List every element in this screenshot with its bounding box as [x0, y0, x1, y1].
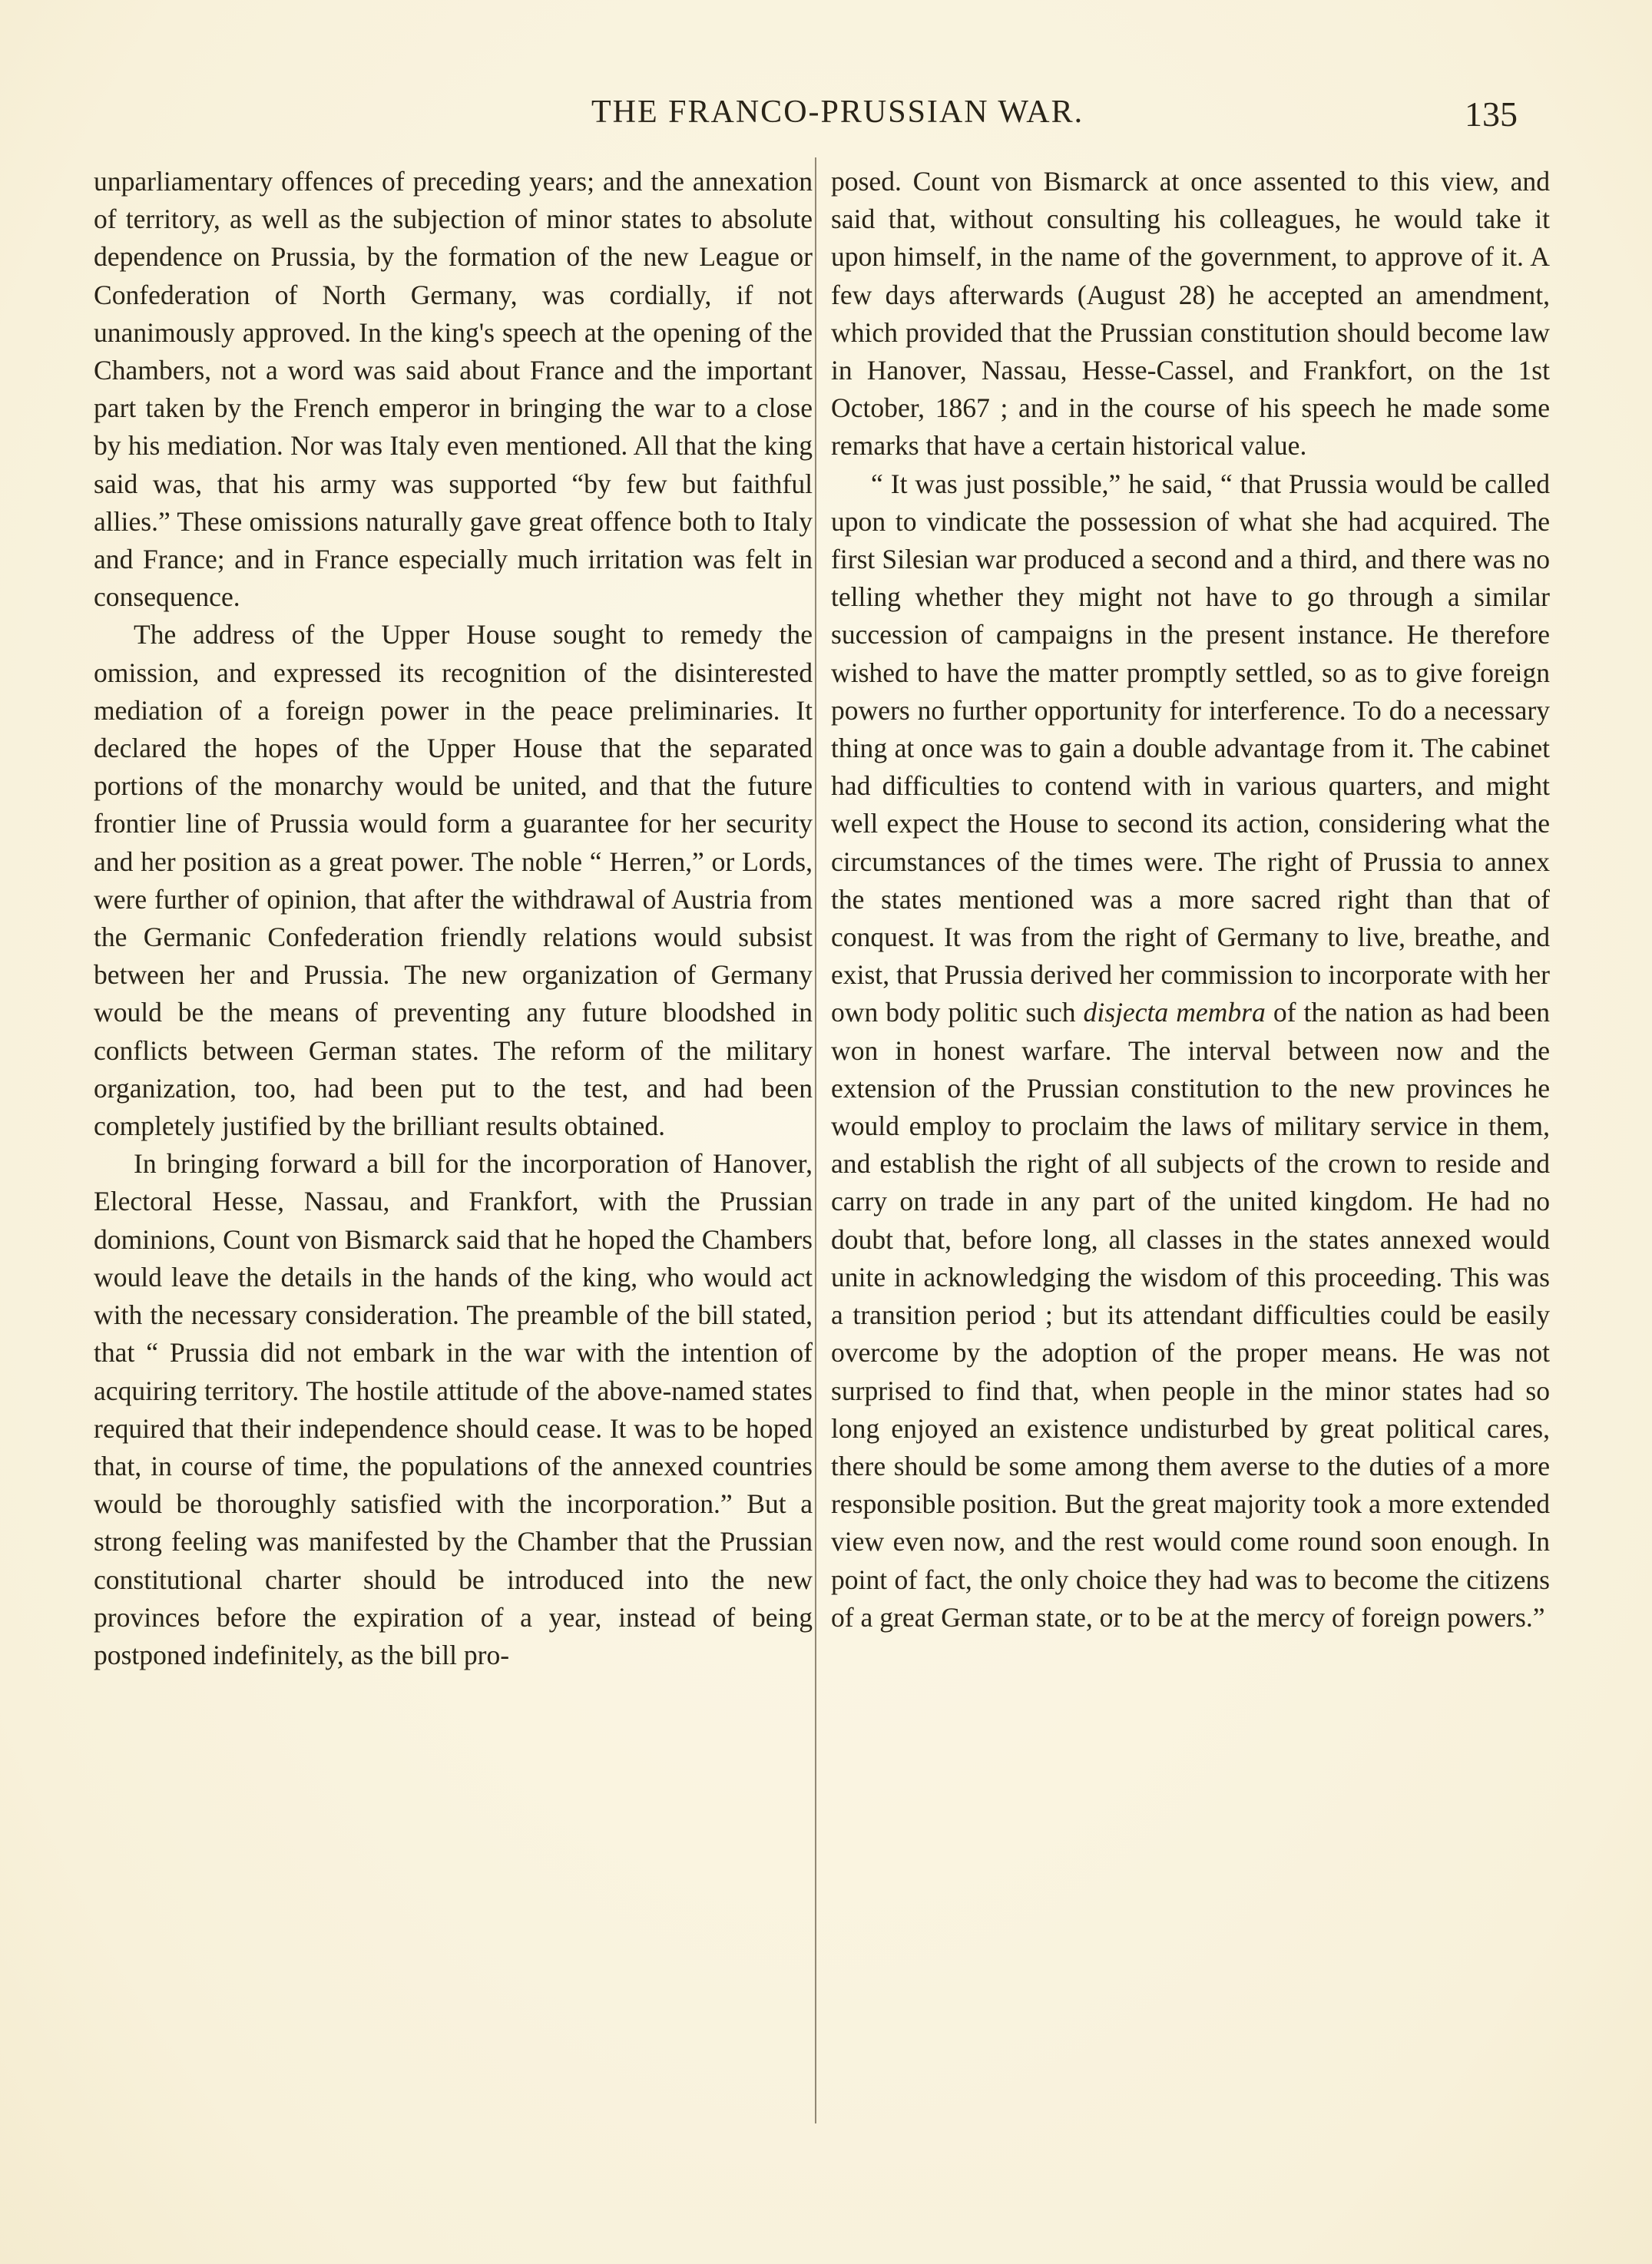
left-column — [94, 163, 813, 1674]
paragraph: posed. Count von Bismarck at once assented to this view, and said that, without consulting his colleagues, he would take it upon himself, in the name of the government, to approve of it. A few days afterwards (August 28) he accepted an amendment, which provided that the Prussian constitution should become law in Hanover, Nassau, Hesse-Cassel, and Frankfort, on the 1st October, 1867 ; and in the course of his speech he made some remarks that have a certain historical value. — [831, 166, 1550, 462]
right-column — [831, 163, 1550, 1637]
paragraph: The address of the Upper House sought to remedy the omission, and expressed its recognition of the disinterested mediation of a foreign power in the peace preliminaries. It declared the hopes of the Upper House that the separated portions of the monarchy would be united, and that the future frontier line of Prussia would form a guarantee for her security and her position as a great power. The noble “ Herren,” or Lords, were further of opinion, that after the withdrawal of Austria from the Germanic Confederation friendly relations would subsist between her and Prussia. The new organization of Germany would be the means of preventing any future bloodshed in conflicts between German states. The reform of the military organization, too, had been put to the test, and had been completely justified by the brilliant results obtained. — [94, 619, 813, 1142]
column-divider — [815, 157, 816, 2123]
running-head — [89, 94, 1518, 140]
running-title: THE FRANCO-PRUSSIAN WAR. — [591, 94, 1084, 130]
paragraph: In bringing forward a bill for the incorporation of Hanover, Electoral Hesse, Nassau, and Frankfort, with the Prussian dominions, Count von Bismarck said that he hoped the Chambers would leave the details in the hands of the king, who would act with the necessary consideration. The preamble of the bill stated, that “ Prussia did not embark in the war with the intention of acquiring territory. The hostile attitude of the above-named states required that their independence should cease. It was to be hoped that, in course of time, the populations of the annexed countries would be thoroughly satisfied with the incorporation.” But a strong feeling was manifested by the Chamber that the Prussian constitutional charter should be introduced into the new provinces before the expiration of a year, instead of being postponed indefinitely, as the bill pro- — [94, 1148, 813, 1670]
paragraph-quote — [831, 465, 1550, 1637]
page-number: 135 — [1465, 94, 1518, 134]
paragraph: unparliamentary offences of preceding years; and the annexation of territory, as well as the subjection of minor states to absolute dependence on Prussia, by the formation of the new League or Confederation of North Germany, was cordially, if not unanimously approved. In the king's speech at the opening of the Chambers, not a word was said about France and the important part taken by the French emperor in bringing the war to a close by his mediation. Nor was Italy even mentioned. All that the king said was, that his army was supported “by few but faithful allies.” These omissions naturally gave great offence both to Italy and France; and in France especially much irritation was felt in consequence. — [94, 166, 813, 613]
quote-text-part-1: “ It was just possible,” he said, “ that Prussia would be called upon to vindicate the possession of what she had acquired. The first Silesian war produced a second and a third, and there was no telling whether they might not have to go through a similar succession of campaigns in the present instance. He therefore wished to have the matter promptly settled, so as to give foreign powers no further opportunity for interference. To do a necessary thing at once was to gain a double advantage from it. The cabinet had difficulties to contend with in various quarters, and might well expect the House to second its action, considering what the circumstances of the times were. The right of Prussia to annex the states mentioned was a more sacred right than that of conquest. It was from the right of Germany to live, breathe, and exist, that Prussia derived her commission to incorporate with her own body politic such — [831, 468, 1550, 1028]
latin-phrase: disjecta membra — [1083, 997, 1266, 1028]
quote-text-part-2: of the nation as had been won in honest warfare. The interval between now and the extension of the Prussian constitution to the new provinces he would employ to proclaim the laws of military service in them, and establish the right of all subjects of the crown to reside and carry on trade in any part of the united kingdom. He had no doubt that, before long, all classes in the states annexed would unite in acknowledging the wisdom of this proceeding. This was a transition period ; but its attendant difficulties could be easily overcome by the adoption of the proper means. He was not surprised to find that, when people in the minor states had so long enjoyed an existence undisturbed by great political cares, there should be some among them averse to the duties of a more responsible position. But the great majority took a more extended view even now, and the rest would come round soon enough. In point of fact, the only choice they had was to become the citizens of a great German state, or to be at the mercy of foreign powers.” — [831, 997, 1550, 1633]
